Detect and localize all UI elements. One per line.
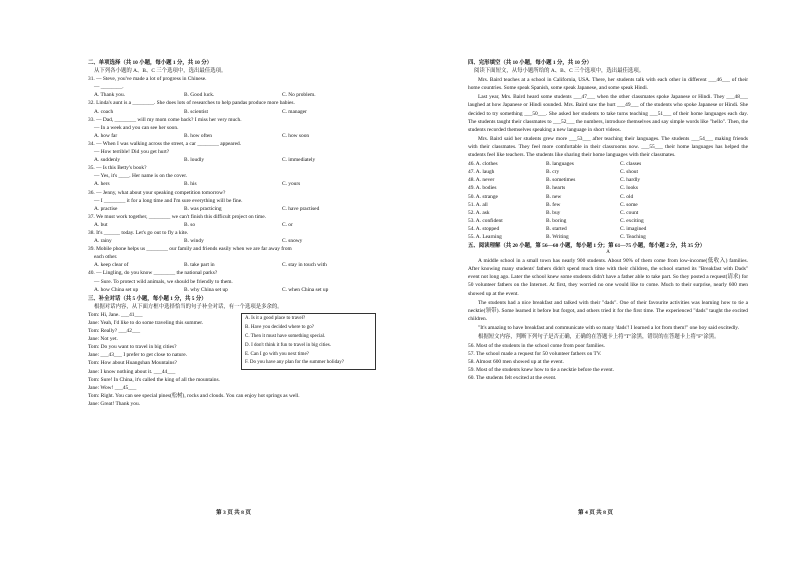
page-footer: 第 4 页 共 8 页 bbox=[578, 510, 613, 516]
section-instruction: 从下列各小题的 A、B、C 三个选项中，选出最佳选项。 bbox=[94, 68, 227, 75]
answer-options-row bbox=[88, 180, 368, 188]
question-stem: 38. It's ______ today. Let's go out to fly a kite. bbox=[88, 229, 189, 236]
question-stem: 39. Mobile phone helps us ________ our family and friends easily when we are far away from bbox=[88, 246, 292, 253]
left-page bbox=[88, 58, 368, 415]
answer-option: B. hearts bbox=[546, 185, 566, 192]
dialogue-line: Jane: ___43___ I prefer to get close to nature. bbox=[88, 352, 187, 359]
answer-option: C. looks bbox=[620, 185, 638, 192]
answer-option: A. Thank you. bbox=[94, 92, 126, 99]
answer-options-row bbox=[88, 91, 368, 99]
answer-option: C. hardly bbox=[620, 177, 641, 184]
answer-option: B. cry bbox=[546, 169, 560, 176]
cloze-paragraph: Mrs. Baird teaches at a school in California, USA. There, her students talk with each other in different ___46___ of their home countries. Some speak Spanish, some speak Japanese, and some speak Hindi. bbox=[468, 77, 748, 92]
cloze-option-row bbox=[468, 176, 748, 184]
answer-option: A. how far bbox=[94, 132, 118, 139]
answer-option: C. count bbox=[620, 209, 639, 216]
answer-option: A. coach bbox=[94, 108, 114, 115]
answer-options-row bbox=[88, 286, 368, 294]
answer-options-row bbox=[88, 156, 368, 164]
answer-option: B. new bbox=[546, 193, 562, 200]
box-option: A. Is it a good place to travel? bbox=[245, 315, 306, 321]
answer-option: 54. A. stopped bbox=[468, 225, 500, 232]
statement-item: 58. Almost 600 men showed up at the event. bbox=[468, 359, 564, 366]
answer-option: 47. A. laugh bbox=[468, 169, 495, 176]
answer-option: A. suddenly bbox=[94, 157, 121, 164]
multiple-choice-list bbox=[88, 75, 368, 294]
dialogue-line: Tom: Do you want to travel in big cities? bbox=[88, 344, 177, 351]
page-footer: 第 3 页 共 8 页 bbox=[216, 510, 251, 516]
answer-option: C. manager bbox=[282, 108, 307, 115]
question-stem-line2: — In a week and you can see her soon. bbox=[94, 124, 179, 131]
section-instruction: 根据对话内容，从下面方框中选择恰当的句子补全对话，有一个选项是多余的。 bbox=[94, 303, 283, 310]
answer-option: A. rainy bbox=[94, 238, 112, 245]
statement-item: 59. Most of the students knew how to tie a necktie before the event. bbox=[468, 367, 614, 374]
answer-option: 49. A. bodies bbox=[468, 185, 497, 192]
answer-option: A. but bbox=[94, 221, 108, 228]
answer-option: C. Teaching bbox=[620, 233, 646, 240]
answer-option: 48. A. never bbox=[468, 177, 495, 184]
question-stem: 40. — Lingling, do you know ________ the national parks? bbox=[88, 270, 218, 277]
question-stem-line2: — Sure. To protect wild animals, we should be friendly to them. bbox=[94, 278, 233, 285]
question-stem-line2: — ________. bbox=[94, 84, 124, 91]
cloze-paragraph: Last year, Mrs. Baird heard some students ___47___ when the other classmates spoke Japanese or Hindi. They ___48___ laughed at how Japanese or Hindi sounded. Mrs. Baird saw the hurt ___49___ of the students who spoke Japanese or Hindi. She decided to try something ___50___. She asked her students to take turns teaching ___51___ of their home languages each day. The students taught their classmates to ___52___ the numbers, introduce themselves and say simple words like "hello". Then, the students recorded themselves speaking a new language in short videos. bbox=[468, 94, 748, 133]
answer-option: C. yours bbox=[282, 181, 301, 188]
answer-option: B. loudly bbox=[184, 157, 205, 164]
reading-instruction: 根据短文内容，判断下列句子是否正确，正确的在答题卡上将"T"涂黑，错误的在答题卡上将"F"涂黑。 bbox=[478, 334, 720, 340]
dialogue-line: Tom: Hi, Jane. ___41___ bbox=[88, 311, 143, 318]
question-stem: 36. — Jenny, what about your speaking competition tomorrow? bbox=[88, 189, 226, 196]
answer-option: 55. A. Learning bbox=[468, 233, 502, 240]
cloze-option-row bbox=[468, 160, 748, 168]
cloze-option-row bbox=[468, 225, 748, 233]
question-stem-line2: — I ________ it for a long time and I'm sure everything will be fine. bbox=[94, 197, 243, 204]
answer-option: C. exciting bbox=[620, 217, 644, 224]
answer-option: C. shout bbox=[620, 169, 638, 176]
answer-options-row bbox=[88, 132, 368, 140]
answer-options-row bbox=[88, 108, 368, 116]
cloze-option-row bbox=[468, 193, 748, 201]
section-title: 五、阅读理解（共 20 小题，第 56—60 小题，每小题 1 分；第 61—75 小题，每小题 2 分，共 35 分） bbox=[468, 243, 706, 250]
dialogue-line: Tom: Right. You can see special pines(松树), rocks and clouds. You can enjoy hot springs as well. bbox=[88, 392, 300, 399]
answer-option: C. snowy bbox=[282, 238, 303, 245]
answer-option: B. scientist bbox=[184, 108, 208, 115]
answer-option: C. stay in touch with bbox=[282, 262, 327, 269]
options-box bbox=[241, 313, 376, 370]
question-stem: 34. — When I was walking across the street, a car ________ appeared. bbox=[88, 140, 242, 147]
answer-option: A. keep clear of bbox=[94, 262, 129, 269]
question-stem: 37. We must work together, ________ we can't finish this difficult project on time. bbox=[88, 213, 266, 220]
answer-options-row bbox=[88, 237, 368, 245]
answer-option: B. how often bbox=[184, 132, 212, 139]
answer-option: B. buy bbox=[546, 209, 561, 216]
box-option: F. Do you have any plan for the summer holiday? bbox=[245, 360, 345, 366]
right-page bbox=[468, 58, 748, 383]
cloze-option-row bbox=[468, 168, 748, 176]
answer-option: B. few bbox=[546, 201, 561, 208]
section-instruction: 阅读下面短文，从每小题所给的 A、B、C 三个选项中，选出最佳选项。 bbox=[474, 68, 645, 75]
answer-option: A. hers bbox=[94, 181, 110, 188]
cloze-option-row bbox=[468, 217, 748, 225]
statement-item: 57. The school made a request for 50 volunteer fathers on TV. bbox=[468, 351, 602, 358]
cloze-option-row bbox=[468, 201, 748, 209]
box-option: C. Then it must have something special. bbox=[245, 333, 326, 339]
box-option: B. Have you decided where to go? bbox=[245, 324, 315, 330]
cloze-options-list bbox=[468, 160, 748, 241]
question-stem: 32. Linda's aunt is a ________. She does lots of researches to help pandas produce more babies. bbox=[88, 100, 295, 107]
answer-option: C. or bbox=[282, 221, 293, 228]
answer-option: 51. A. all bbox=[468, 201, 488, 208]
section-title: 三、补全对话（共 5 小题，每小题 1 分，共 5 分） bbox=[88, 295, 207, 302]
answer-option: B. windy bbox=[184, 238, 204, 245]
answer-option: B. take part in bbox=[184, 262, 215, 269]
answer-option: A. how China set up bbox=[94, 286, 139, 293]
statement-item: 60. The students felt excited at the event. bbox=[468, 375, 557, 382]
dialogue-block bbox=[88, 311, 368, 415]
answer-option: B. languages bbox=[546, 161, 574, 168]
answer-options-row bbox=[88, 205, 368, 213]
box-option: E. Can I go with you next time? bbox=[245, 351, 309, 357]
reading-paragraph: A middle school in a small town has nearly 900 students. About 90% of them come from low-income(低收入) families. After knowing many students' fathers didn't spend much time with their children, the school started its "Breakfast with Dads" event not long ago. Later the school knew some students didn't have a father able to take part. So they posted a request(请求) for 50 volunteer fathers on the Internet. At first, they worried no one would like to come. Much to their surprise, nearly 600 men showed up at the event. bbox=[468, 258, 748, 297]
passage-mark: A bbox=[606, 250, 610, 256]
answer-option: B. his bbox=[184, 181, 197, 188]
answer-option: C. have practised bbox=[282, 205, 320, 212]
answer-option: A. practise bbox=[94, 205, 118, 212]
dialogue-line: Jane: Great! Thank you. bbox=[88, 400, 140, 407]
answer-option: B. why China set up bbox=[184, 286, 228, 293]
answer-option: B. so bbox=[184, 221, 196, 228]
dialogue-line: Tom: Really? ___42___ bbox=[88, 328, 141, 335]
true-false-list bbox=[468, 342, 748, 382]
answer-option: C. imagined bbox=[620, 225, 647, 232]
answer-option: B. was practicing bbox=[184, 205, 222, 212]
answer-option: C. No problem. bbox=[282, 92, 316, 99]
question-stem-line2: each other. bbox=[94, 254, 118, 261]
section-title: 二、单项选择（共 10 小题，每小题 1 分，共 10 分） bbox=[88, 60, 212, 66]
answer-option: B. boring bbox=[546, 217, 567, 224]
dialogue-line: Jane: Not yet. bbox=[88, 336, 118, 343]
answer-options-row bbox=[88, 221, 368, 229]
dialogue-line: Tom: How about Huangshan Mountains? bbox=[88, 360, 177, 367]
question-stem-line2: — How terrible! Did you get hurt? bbox=[94, 149, 170, 156]
answer-option: C. when China set up bbox=[282, 286, 329, 293]
answer-option: 53. A. confident bbox=[468, 217, 503, 224]
dialogue-line: Jane: Yeah, I'd like to do some traveling this summer. bbox=[88, 320, 204, 326]
cloze-option-row bbox=[468, 209, 748, 217]
answer-option: 52. A. ask bbox=[468, 209, 490, 216]
answer-option: B. Good luck. bbox=[184, 92, 215, 99]
answer-option: C. how soon bbox=[282, 132, 310, 139]
answer-option: C. old bbox=[620, 193, 634, 200]
cloze-option-row bbox=[468, 233, 748, 241]
question-stem: 31. — Steve, you've made a lot of progress in Chinese. bbox=[88, 76, 207, 83]
answer-option: C. classes bbox=[620, 161, 642, 168]
answer-option: B. started bbox=[546, 225, 567, 232]
cloze-paragraph: Mrs. Baird said her students grew more ___53___ after teaching their languages. The students ___54___ making friends with their classmates. They feel more comfortable in their classrooms now. ___55___ their home languages has helped the students feel like teachers. The students like sharing their home languages with their classmates. bbox=[468, 135, 748, 159]
cloze-option-row bbox=[468, 184, 748, 192]
statement-item: 56. Most of the students in the school come from poor families. bbox=[468, 343, 605, 350]
answer-option: B. sometimes bbox=[546, 177, 576, 184]
dialogue-line: Jane: I know nothing about it. ___44___ bbox=[88, 368, 176, 375]
question-stem: 33. — Dad, ________ will my mom come back? I miss her very much. bbox=[88, 116, 242, 123]
answer-option: C. immediately bbox=[282, 157, 316, 164]
answer-options-row bbox=[88, 261, 368, 269]
answer-option: 46. A. clothes bbox=[468, 161, 498, 168]
answer-option: C. some bbox=[620, 201, 638, 208]
dialogue-line: Tom: Sure! In China, it's called the king of all the mountains. bbox=[88, 376, 220, 383]
section-title: 四、完形填空（共 10 小题，每小题 1 分，共 10 分） bbox=[468, 60, 592, 66]
box-option: D. I don't think it fun to travel in big cities. bbox=[245, 342, 331, 348]
question-stem: 35. — Is this Betty's book? bbox=[88, 165, 147, 172]
dialogue-line: Jane: Wow! ___45___ bbox=[88, 384, 137, 391]
reading-paragraph: The students had a nice breakfast and talked with their "dads". One of their favourite activities was learning how to tie a necktie(领带). Some learned it before but forgot, and others tried it for the first time. The experienced "dads" taught the excited children. bbox=[468, 299, 748, 322]
reading-paragraph: "It's amazing to have breakfast and communicate with so many 'dads'! I learned a lot from them!" one boy said excitedly. bbox=[478, 324, 739, 331]
answer-option: 50. A. strange bbox=[468, 193, 498, 200]
question-stem-line2: — Yes, it's ____. Her name is on the cover. bbox=[94, 173, 188, 180]
answer-option: B. Writing bbox=[546, 233, 569, 240]
